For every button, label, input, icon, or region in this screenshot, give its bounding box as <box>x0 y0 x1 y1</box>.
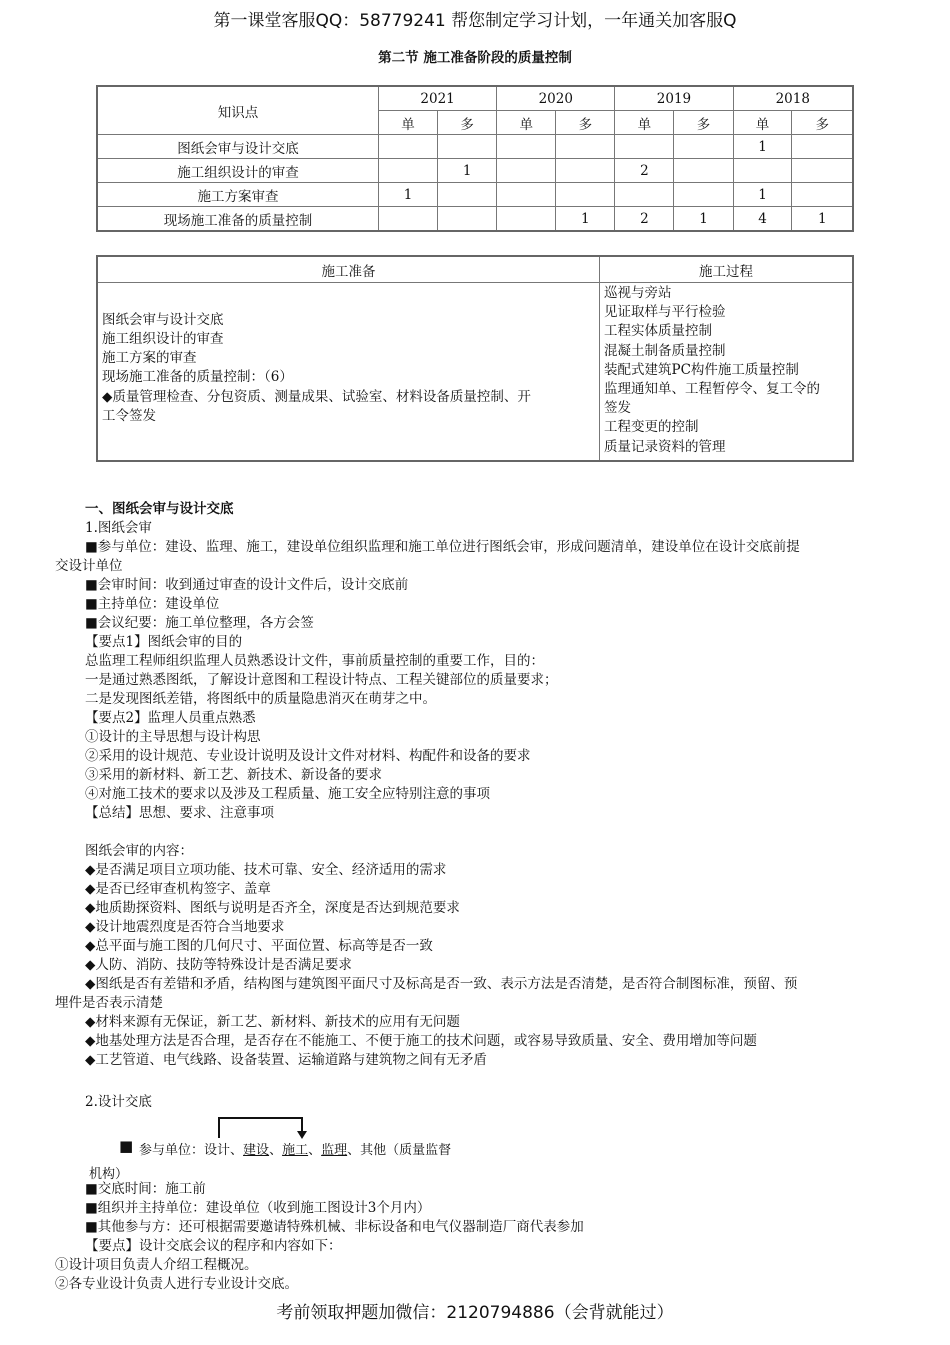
phase-header-preparation: 施工准备 <box>97 256 600 283</box>
table-row <box>97 135 853 159</box>
type-header: 单 <box>379 111 438 135</box>
subheading: 1.图纸会审 <box>85 520 152 536</box>
phase-table <box>96 255 854 462</box>
phase-header-process: 施工过程 <box>600 256 854 283</box>
count-cell <box>497 135 556 159</box>
preparation-cell <box>97 283 600 461</box>
count-cell: 1 <box>379 183 438 207</box>
separator: 、 <box>230 1143 244 1158</box>
subheading: 2.设计交底 <box>85 1094 152 1110</box>
count-cell <box>438 135 497 159</box>
preparation-item: 图纸会审与设计交底 <box>102 311 224 328</box>
list-item: 埋件是否表示清楚 <box>55 995 163 1011</box>
key-point: 【要点1】图纸会审的目的 <box>85 634 243 650</box>
process-item: 工程变更的控制 <box>604 419 699 436</box>
separator: 、 <box>269 1143 283 1158</box>
process-cell <box>600 283 854 461</box>
process-item: 签发 <box>604 400 631 417</box>
year-header: 2019 <box>615 86 733 111</box>
table-row <box>97 183 853 207</box>
list-item: ◆地基处理方法是否合理，是否存在不能施工、不便于施工的技术问题，或容易导致质量、安全、费用增加等问题 <box>85 1033 757 1049</box>
type-header: 多 <box>438 111 497 135</box>
year-header: 2018 <box>733 86 853 111</box>
preparation-item: 施工方案的审查 <box>102 350 197 367</box>
list-item: ④对施工技术的要求以及涉及工程质量、施工安全应特别注意的事项 <box>85 786 490 802</box>
paragraph: ■会审时间：收到通过审查的设计文件后，设计交底前 <box>85 577 409 593</box>
participant-contractor: 施工 <box>282 1143 309 1158</box>
list-item: ②采用的设计规范、专业设计说明及设计文件对材料、构配件和设备的要求 <box>85 748 531 764</box>
separator: 、 <box>308 1143 322 1158</box>
count-cell <box>615 183 674 207</box>
paragraph: 一是通过熟悉图纸，了解设计意图和工程设计特点、工程关键部位的质量要求； <box>85 672 558 688</box>
count-cell <box>792 183 853 207</box>
type-header: 多 <box>792 111 853 135</box>
exam-stats-table <box>96 85 854 232</box>
count-cell <box>556 135 615 159</box>
process-item: 质量记录资料的管理 <box>604 438 726 455</box>
list-item: ◆人防、消防、技防等特殊设计是否满足要求 <box>85 957 352 973</box>
count-cell: 1 <box>438 159 497 183</box>
count-cell <box>615 135 674 159</box>
process-item: 监理通知单、工程暂停令、复工令的 <box>604 381 820 398</box>
count-cell <box>438 207 497 232</box>
count-cell <box>792 135 853 159</box>
paragraph: ■交底时间：施工前 <box>85 1181 206 1197</box>
count-cell <box>556 183 615 207</box>
count-cell <box>438 183 497 207</box>
process-item: 混凝土制备质量控制 <box>604 342 726 359</box>
process-item: 装配式建筑PC构件施工质量控制 <box>604 361 799 378</box>
separator: 、 <box>347 1143 361 1158</box>
count-cell: 1 <box>792 207 853 232</box>
row-label: 施工组织设计的审查 <box>97 159 379 183</box>
paragraph: ■主持单位：建设单位 <box>85 596 220 612</box>
summary: 【总结】思想、要求、注意事项 <box>85 805 274 821</box>
count-cell: 4 <box>733 207 792 232</box>
process-item: 见证取样与平行检验 <box>604 304 726 321</box>
bracket-line <box>219 1118 302 1138</box>
list-item: ◆总平面与施工图的几何尺寸、平面位置、标高等是否一致 <box>85 938 433 954</box>
count-cell: 2 <box>615 207 674 232</box>
count-cell <box>674 159 733 183</box>
count-cell: 1 <box>556 207 615 232</box>
year-header: 2021 <box>379 86 497 111</box>
participant-design: 设计 <box>204 1143 231 1158</box>
row-label: 施工方案审查 <box>97 183 379 207</box>
paragraph: 二是发现图纸差错，将图纸中的质量隐患消灭在萌芽之中。 <box>85 691 436 707</box>
count-cell <box>674 183 733 207</box>
paragraph: ■参与单位：建设、监理、施工，建设单位组织监理和施工单位进行图纸会审，形成问题清单，建设单位在设计交底前提 <box>85 539 800 555</box>
count-cell: 1 <box>733 183 792 207</box>
list-item: ③采用的新材料、新工艺、新技术、新设备的要求 <box>85 767 382 783</box>
count-cell <box>379 207 438 232</box>
row-label: 图纸会审与设计交底 <box>97 135 379 159</box>
paragraph: ■其他参与方：还可根据需要邀请特殊机械、非标设备和电气仪器制造厂商代表参加 <box>85 1219 584 1235</box>
list-item: ◆设计地震烈度是否符合当地要求 <box>85 919 285 935</box>
type-header: 单 <box>733 111 792 135</box>
list-item: ◆地质勘探资料、图纸与说明是否齐全，深度是否达到规范要求 <box>85 900 460 916</box>
list-item: ①设计项目负责人介绍工程概况。 <box>55 1257 258 1273</box>
section-title: 第二节 施工准备阶段的质量控制 <box>378 50 572 66</box>
count-cell: 1 <box>674 207 733 232</box>
count-cell <box>792 159 853 183</box>
key-point: 【要点2】监理人员重点熟悉 <box>85 710 256 726</box>
count-cell <box>497 159 556 183</box>
type-header: 单 <box>615 111 674 135</box>
year-header: 2020 <box>497 86 615 111</box>
participant-owner: 建设 <box>243 1143 270 1158</box>
paragraph: 交设计单位 <box>55 558 123 574</box>
count-cell: 1 <box>733 135 792 159</box>
table-row <box>97 159 853 183</box>
process-item: 巡视与旁站 <box>604 285 672 301</box>
count-cell <box>674 135 733 159</box>
participants-diagram <box>89 1113 539 1183</box>
key-point: 【要点】设计交底会议的程序和内容如下： <box>85 1238 342 1254</box>
list-item: ◆图纸是否有差错和矛盾，结构图与建筑图平面尺寸及标高是否一致、表示方法是否清楚，是否符合制图标准，预留、预 <box>85 976 798 992</box>
arrow-head-icon <box>297 1131 307 1139</box>
paragraph: 图纸会审的内容： <box>85 843 193 859</box>
count-cell <box>379 159 438 183</box>
list-item: ◆材料来源有无保证，新工艺、新材料、新技术的应用有无问题 <box>85 1014 460 1030</box>
count-cell <box>497 207 556 232</box>
participant-others: 其他（质量监督 <box>360 1143 452 1158</box>
paragraph: ■会议纪要：施工单位整理，各方会签 <box>85 615 314 631</box>
list-item: ◆是否满足项目立项功能、技术可靠、安全、经济适用的需求 <box>85 862 447 878</box>
footer-banner: 考前领取押题加微信：2120794886（会背就能过） <box>276 1303 674 1323</box>
preparation-item: ◆质量管理检查、分包资质、测量成果、试验室、材料设备质量控制、开 <box>102 388 531 405</box>
count-cell: 2 <box>615 159 674 183</box>
square-bullet-icon: ■ <box>119 1137 134 1155</box>
participants-tail: 机构） <box>89 1167 129 1182</box>
list-item: ②各专业设计负责人进行专业设计交底。 <box>55 1276 298 1292</box>
type-header: 多 <box>556 111 615 135</box>
count-cell <box>556 159 615 183</box>
paragraph: 总监理工程师组织监理人员熟悉设计文件，事前质量控制的重要工作，目的： <box>85 653 544 669</box>
participants-label: 参与单位： <box>139 1143 205 1158</box>
row-label: 现场施工准备的质量控制 <box>97 207 379 232</box>
count-cell <box>733 159 792 183</box>
preparation-item: 施工组织设计的审查 <box>102 331 224 347</box>
list-item: ◆是否已经审查机构签字、盖章 <box>85 881 271 897</box>
process-item: 工程实体质量控制 <box>604 323 712 340</box>
count-cell <box>497 183 556 207</box>
participants-lead <box>139 1139 451 1158</box>
list-item: ①设计的主导思想与设计构思 <box>85 729 261 745</box>
paragraph: ■组织并主持单位：建设单位（收到施工图设计3个月内） <box>85 1200 431 1216</box>
type-header: 单 <box>497 111 556 135</box>
count-cell <box>379 135 438 159</box>
type-header: 多 <box>674 111 733 135</box>
preparation-item: 工令签发 <box>102 407 156 424</box>
heading-drawing-review: 一、图纸会审与设计交底 <box>85 501 234 517</box>
list-item: ◆工艺管道、电气线路、设备装置、运输道路与建筑物之间有无矛盾 <box>85 1052 487 1068</box>
table-row <box>97 207 853 232</box>
table-corner-header: 知识点 <box>97 86 379 135</box>
participant-supervisor: 监理 <box>321 1143 348 1158</box>
preparation-item: 现场施工准备的质量控制：（6） <box>102 369 293 386</box>
header-banner: 第一课堂客服QQ：58779241 帮您制定学习计划，一年通关加客服Q <box>213 11 737 31</box>
